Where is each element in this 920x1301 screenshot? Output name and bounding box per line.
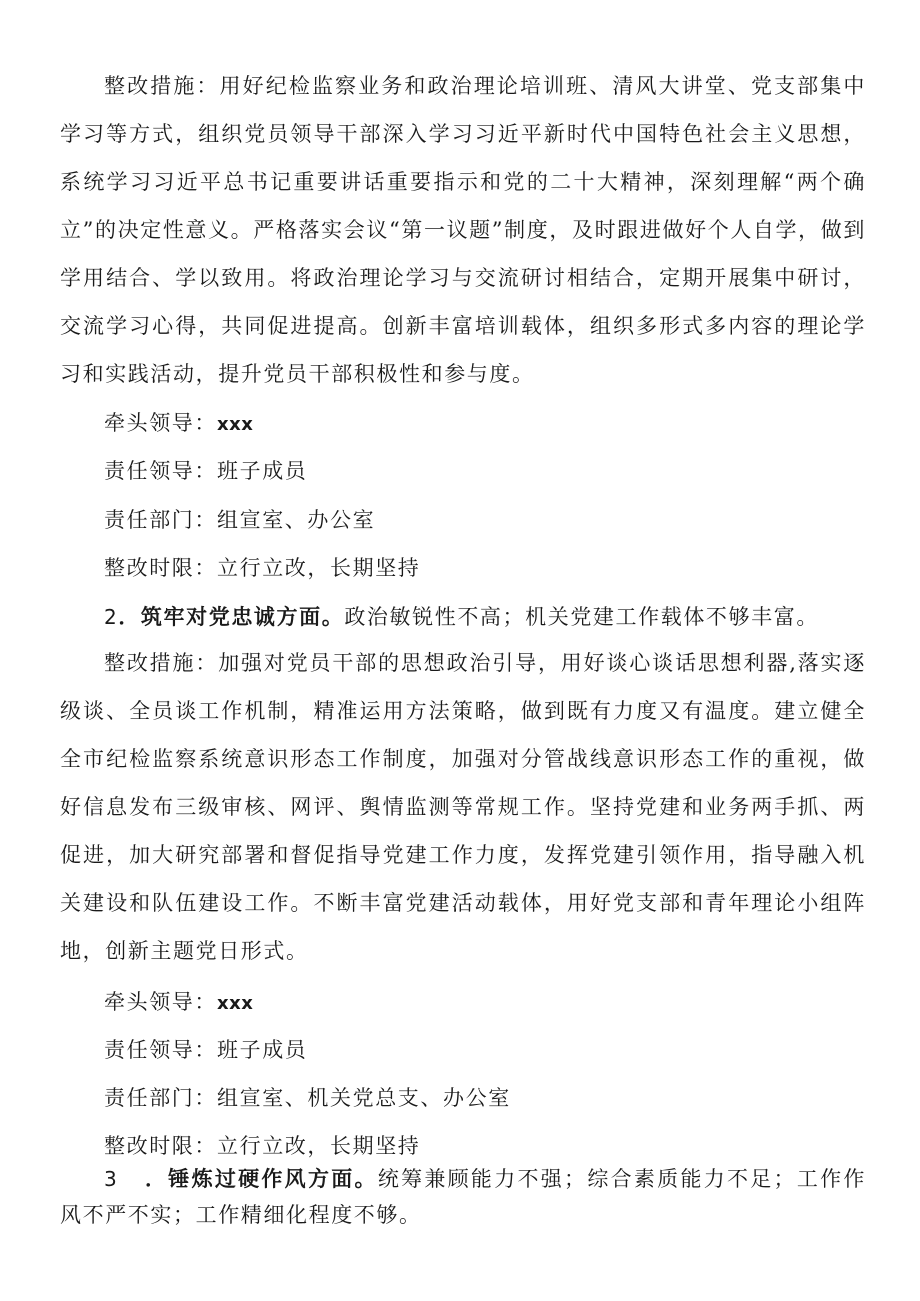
section3-problem: 统筹兼顾能力不强；综合素质能力不足；工作作风不严不实；工作精细化程度不够。 <box>60 1167 866 1227</box>
section2-lead-value: xxx <box>217 993 254 1014</box>
section2-heading <box>104 602 819 632</box>
section3-number: 3 <box>104 1167 119 1191</box>
section2-responsible-department: 责任部门：组宣室、机关党总支、办公室 <box>104 1086 511 1110</box>
section2-lead-label: 牵头领导： <box>104 990 217 1014</box>
section2-responsible-leader: 责任领导：班子成员 <box>104 1038 308 1062</box>
section2-problem: 政治敏锐性不高；机关党建工作载体不够丰富。 <box>344 605 819 629</box>
section1-lead-value: xxx <box>217 414 254 435</box>
section2-deadline: 整改时限：立行立改，长期坚持 <box>104 1134 421 1158</box>
section1-responsible-department: 责任部门：组宣室、办公室 <box>104 508 376 532</box>
section2-title: ．筑牢对党忠诚方面。 <box>118 604 345 629</box>
section2-measures-paragraph: 整改措施：加强对党员干部的思想政治引导，用好谈心谈话思想利器,落实逐级谈、全员谈工作机制，精准运用方法策略，做到既有力度又有温度。建立健全全市纪检监察系统意识形态工作制度，加强对分管战线意识形态工作的重视，做好信息发布三级审核、网评、舆情监测等常规工作。坚持党建和业务两手抓、两促进，加大研究部署和督促指导党建工作力度，发挥党建引领作用，指导融入机关建设和队伍建设工作。不断丰富党建活动载体，用好党支部和青年理论小组阵地，创新主题党日形式。 <box>60 651 866 963</box>
section3-heading <box>60 1161 866 1233</box>
section3-title: ．锤炼过硬作风方面。 <box>144 1166 378 1191</box>
section1-deadline: 整改时限：立行立改，长期坚持 <box>104 556 421 580</box>
section1-lead-leader <box>104 408 253 440</box>
section1-responsible-leader: 责任领导：班子成员 <box>104 459 308 483</box>
section1-lead-label: 牵头领导： <box>104 411 217 435</box>
section1-measures-paragraph: 整改措施：用好纪检监察业务和政治理论培训班、清风大讲堂、党支部集中学习等方式，组织党员领导干部深入学习习近平新时代中国特色社会主义思想，系统学习习近平总书记重要讲话重要指示和党的二十大精神，深刻理解“两个确立”的决定性意义。严格落实会议“第一议题”制度，及时跟进做好个人自学，做到学用结合、学以致用。将政治理论学习与交流研讨相结合，定期开展集中研讨，交流学习心得，共同促进提高。创新丰富培训载体，组织多形式多内容的理论学习和实践活动，提升党员干部积极性和参与度。 <box>60 74 866 386</box>
section2-number: 2 <box>104 605 119 629</box>
section2-lead-leader <box>104 987 253 1019</box>
